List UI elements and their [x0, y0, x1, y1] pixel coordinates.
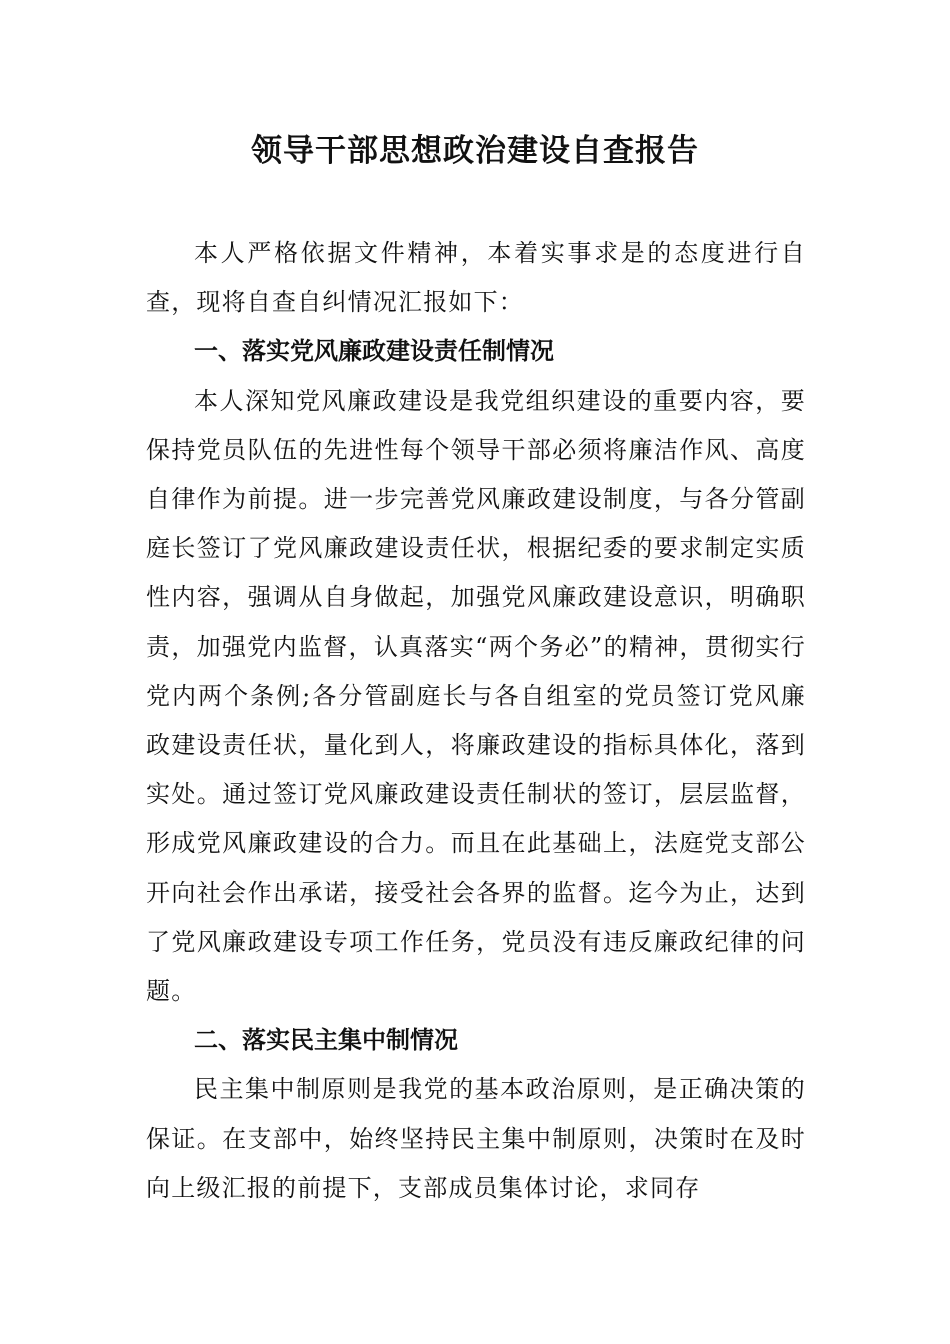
section-2-paragraph: 民主集中制原则是我党的基本政治原则，是正确决策的保证。在支部中，始终坚持民主集中制原则，决策时在及时向上级汇报的前提下，支部成员集体讨论，求同存	[146, 1075, 806, 1202]
section-1-paragraph: 本人深知党风廉政建设是我党组织建设的重要内容，要保持党员队伍的先进性每个领导干部必须将廉洁作风、高度自律作为前提。进一步完善党风廉政建设制度，与各分管副庭长签订了党风廉政建设责任状，根据纪委的要求制定实质性内容，强调从自身做起，加强党风廉政建设意识，明确职责，加强党内监督，认真落实“两个务必”的精神，贯彻实行党内两个条例;各分管副庭长与各自组室的党员签订党风廉政建设责任状，量化到人，将廉政建设的指标具体化，落到实处。通过签订党风廉政建设责任制状的签订，层层监督，形成党风廉政建设的合力。而且在此基础上，法庭党支部公开向社会作出承诺，接受社会各界的监督。迄今为止，达到了党风廉政建设专项工作任务，党员没有违反廉政纪律的问题。	[146, 386, 806, 1006]
document-body	[146, 229, 806, 1213]
document-title: 领导干部思想政治建设自查报告	[251, 133, 699, 169]
section-1-heading: 一、落实党风廉政建设责任制情况	[194, 337, 554, 366]
section-2-heading: 二、落实民主集中制情况	[194, 1026, 458, 1055]
intro-paragraph: 本人严格依据文件精神，本着实事求是的态度进行自查，现将自查自纠情况汇报如下：	[146, 239, 806, 317]
